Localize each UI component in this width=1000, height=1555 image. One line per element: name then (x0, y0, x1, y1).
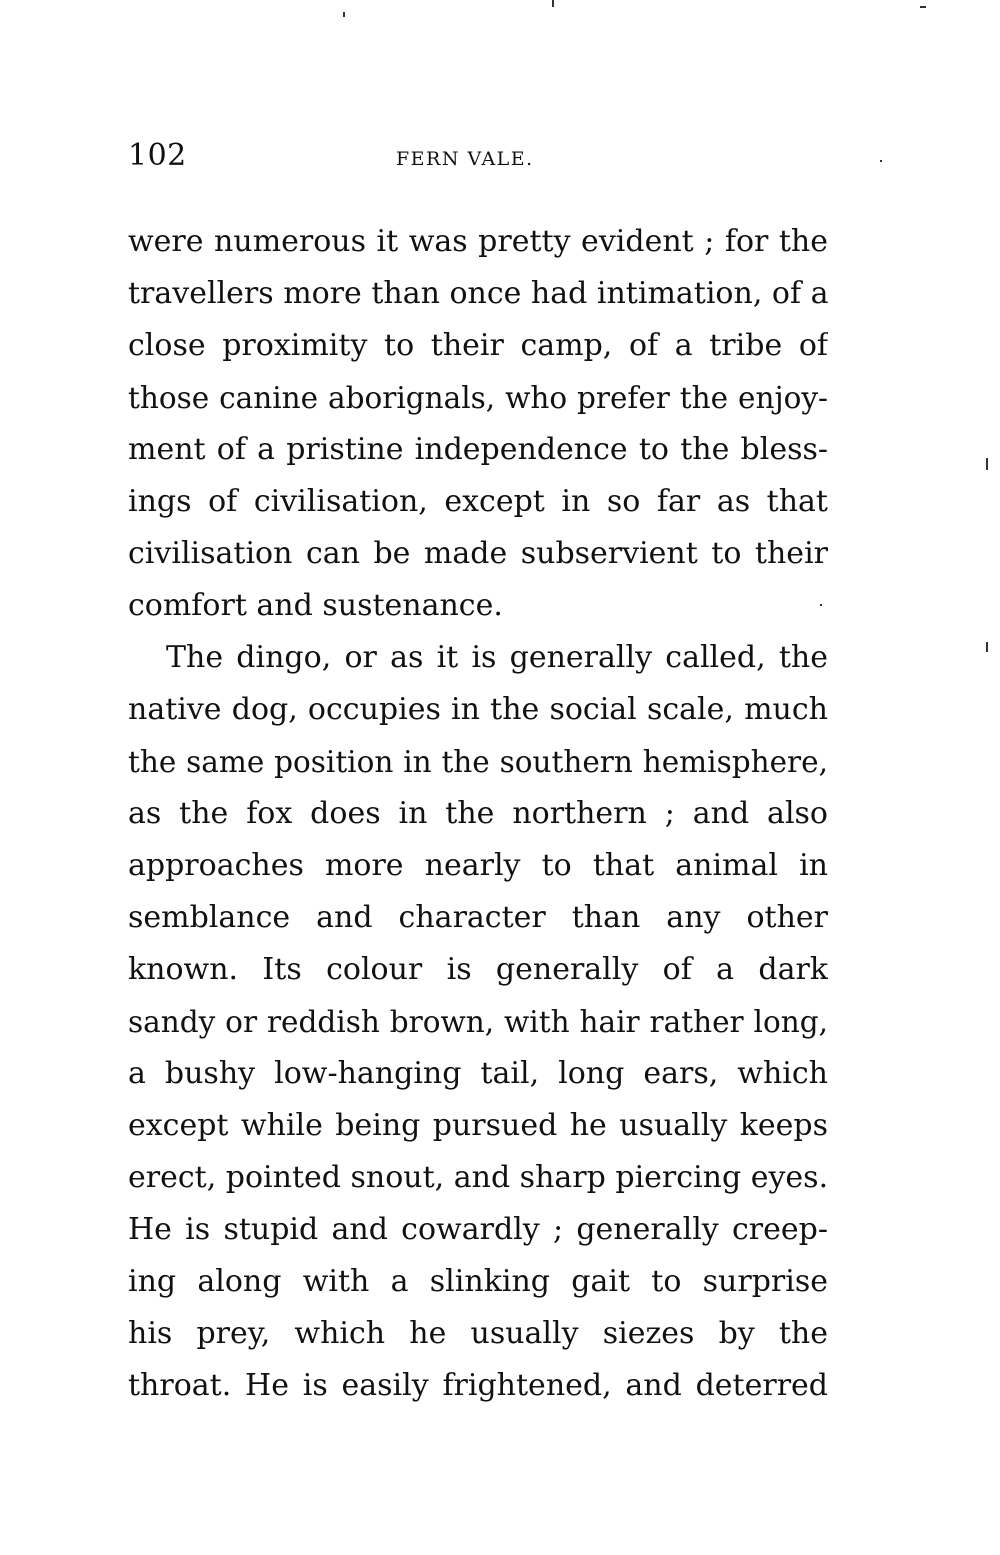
scan-speck (343, 12, 345, 17)
page-header (128, 138, 828, 178)
text-line: The dingo, or as it is generally called, the (166, 640, 828, 675)
text-line: known. Its colour is generally of a dark (128, 952, 828, 987)
text-line: comfort and sustenance. (128, 588, 503, 623)
text-line: his prey, which he usually siezes by the (128, 1316, 828, 1351)
scan-speck (920, 6, 926, 8)
text-line: those canine aborignals, who prefer the enjoy- (128, 381, 828, 415)
scan-speck (986, 642, 988, 652)
body-text (128, 216, 828, 1412)
text-line: travellers more than once had intimation, of a (128, 276, 828, 311)
text-line: except while being pursued he usually keeps (128, 1108, 828, 1143)
running-title: FERN VALE. (396, 148, 534, 170)
scan-speck (552, 0, 554, 7)
text-line: the same position in the southern hemisphere, (128, 745, 828, 779)
text-line: close proximity to their camp, of a tribe of (128, 328, 828, 363)
text-line: native dog, occupies in the social scale, much (128, 692, 828, 727)
text-line: were numerous it was pretty evident ; for the (128, 224, 828, 259)
text-line: He is stupid and cowardly ; generally creep- (128, 1212, 828, 1247)
text-line: ings of civilisation, except in so far as that (128, 484, 828, 519)
scan-speck (986, 458, 988, 470)
page-number: 102 (128, 138, 187, 173)
text-line: civilisation can be made subservient to their (128, 536, 828, 571)
text-line: throat. He is easily frightened, and deterred (128, 1368, 828, 1403)
text-line: erect, pointed snout, and sharp piercing eyes. (128, 1160, 828, 1195)
text-line: approaches more nearly to that animal in (128, 848, 828, 883)
text-line: sandy or reddish brown, with hair rather long, (128, 1005, 828, 1039)
scan-speck (880, 160, 882, 162)
text-line: semblance and character than any other (128, 900, 828, 935)
text-line: as the fox does in the northern ; and also (128, 796, 828, 831)
text-line: a bushy low-hanging tail, long ears, which (128, 1056, 828, 1091)
text-line: ment of a pristine independence to the bless- (128, 432, 828, 467)
text-line: ing along with a slinking gait to surprise (128, 1264, 828, 1299)
